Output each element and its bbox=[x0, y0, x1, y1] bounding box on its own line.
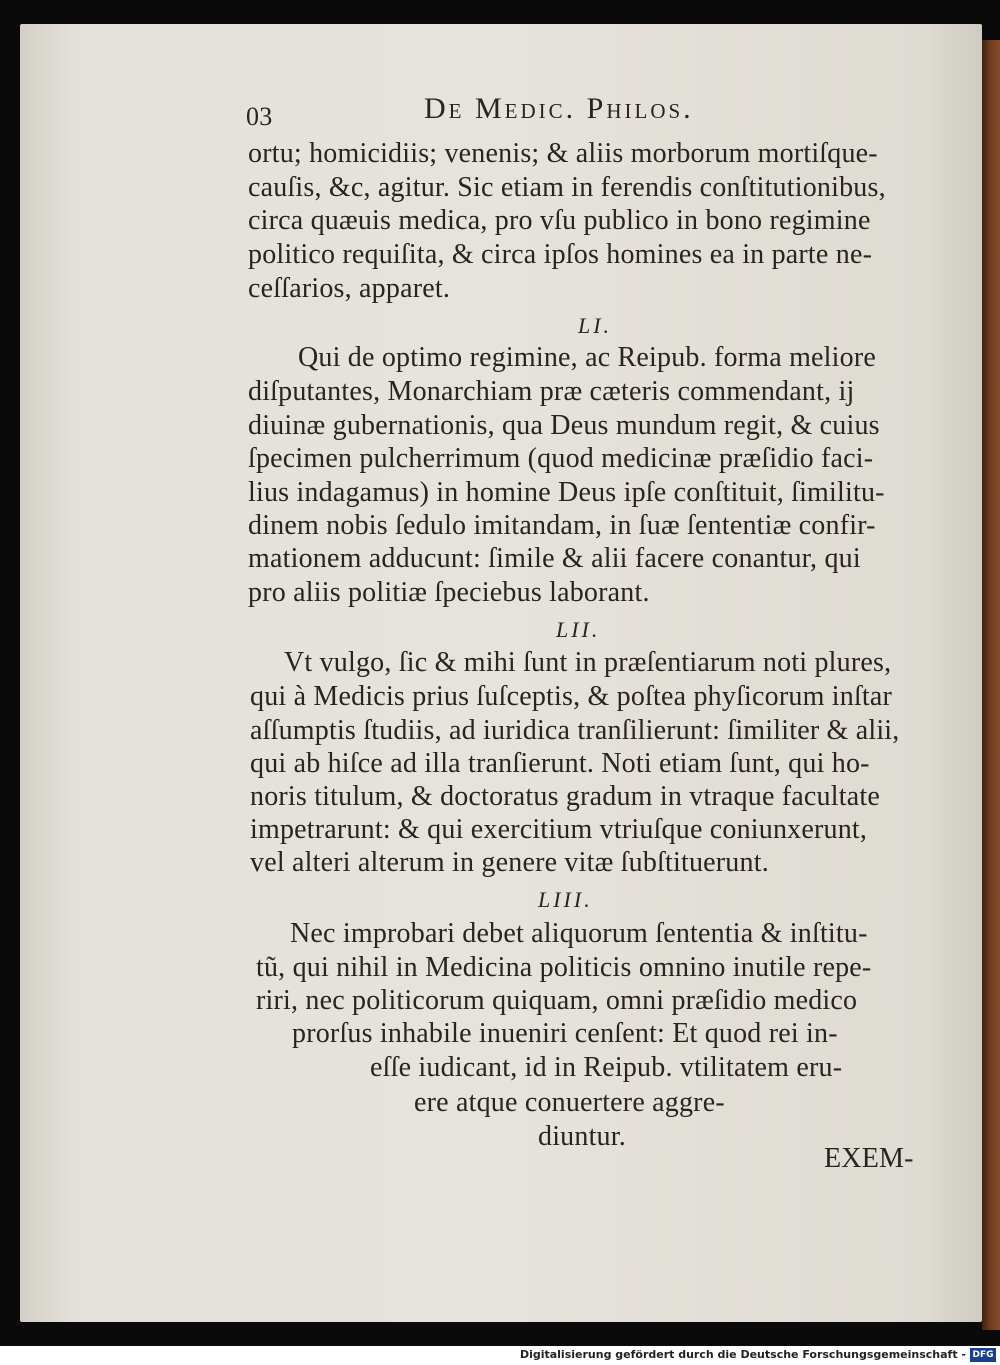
text-line: ere atque conuertere aggre- bbox=[414, 1087, 725, 1118]
page-number: 03 bbox=[246, 102, 273, 131]
funding-notice: Digitalisierung gefördert durch die Deutsche Forschungsgemeinschaft - bbox=[519, 1348, 966, 1361]
text-line: mationem adducunt: ſimile & alii facere conantur, qui bbox=[248, 543, 861, 574]
text-line: circa quæuis medica, pro vſu publico in bono regimine bbox=[248, 205, 871, 236]
running-header: De Medic. Philos. bbox=[424, 92, 694, 125]
text-line: ceſſarios, apparet. bbox=[248, 273, 451, 304]
text-line: qui ab hiſce ad illa tranſierunt. Noti etiam ſunt, qui ho- bbox=[250, 748, 870, 779]
section-number: LI. bbox=[578, 313, 613, 338]
text-line: noris titulum, & doctoratus gradum in vtraque facultate bbox=[250, 781, 880, 812]
text-line: pro aliis politiæ ſpeciebus laborant. bbox=[248, 577, 650, 608]
text-line: ſpecimen pulcherrimum (quod medicinæ præſidio faci- bbox=[248, 443, 874, 474]
text-line: prorſus inhabile inueniri cenſent: Et quod rei in- bbox=[292, 1018, 838, 1049]
dfg-logo: DFG bbox=[970, 1348, 996, 1362]
section-number: LIII. bbox=[538, 887, 593, 912]
text-line: dinem nobis ſedulo imitandam, in ſuæ ſententiæ confir- bbox=[248, 510, 876, 541]
text-line: diuntur. bbox=[538, 1121, 626, 1152]
text-line: tũ, qui nihil in Medicina politicis omnino inutile repe- bbox=[256, 952, 872, 983]
text-line: vel alteri alterum in genere vitæ ſubſtituerunt. bbox=[250, 847, 769, 878]
text-line: eſſe iudicant, id in Reipub. vtilitatem eru- bbox=[370, 1052, 843, 1083]
text-line: Vt vulgo, ſic & mihi ſunt in præſentiarum noti plures, bbox=[284, 647, 892, 678]
text-line: impetrarunt: & qui exercitium vtriuſque coniunxerunt, bbox=[250, 814, 868, 845]
text-line: diuinæ gubernationis, qua Deus mundum regit, & cuius bbox=[248, 410, 880, 441]
text-line: diſputantes, Monarchiam præ cæteris commendant, ij bbox=[248, 376, 855, 407]
text-line: riri, nec politicorum quiquam, omni præſidio medico bbox=[256, 985, 858, 1016]
catchword: EXEM- bbox=[824, 1143, 914, 1174]
book-edge bbox=[982, 40, 1000, 1330]
text-line: lius indagamus) in homine Deus ipſe conſtituit, ſimilitu- bbox=[248, 477, 885, 508]
text-line: Nec improbari debet aliquorum ſententia & inſtitu- bbox=[290, 918, 868, 949]
text-line: aſſumptis ſtudiis, ad iuridica tranſilierunt: ſimiliter & alii, bbox=[250, 715, 900, 746]
text-line: Qui de optimo regimine, ac Reipub. forma meliore bbox=[298, 342, 876, 373]
section-number: LII. bbox=[556, 617, 601, 642]
text-line: cauſis, &c, agitur. Sic etiam in ferendis conſtitutionibus, bbox=[248, 172, 886, 203]
text-line: qui à Medicis prius ſuſceptis, & poſtea phyſicorum inſtar bbox=[250, 681, 893, 712]
text-line: politico requiſita, & circa ipſos homines ea in parte ne- bbox=[248, 239, 873, 270]
text-line: ortu; homicidiis; venenis; & aliis morborum mortiſque- bbox=[248, 138, 878, 169]
